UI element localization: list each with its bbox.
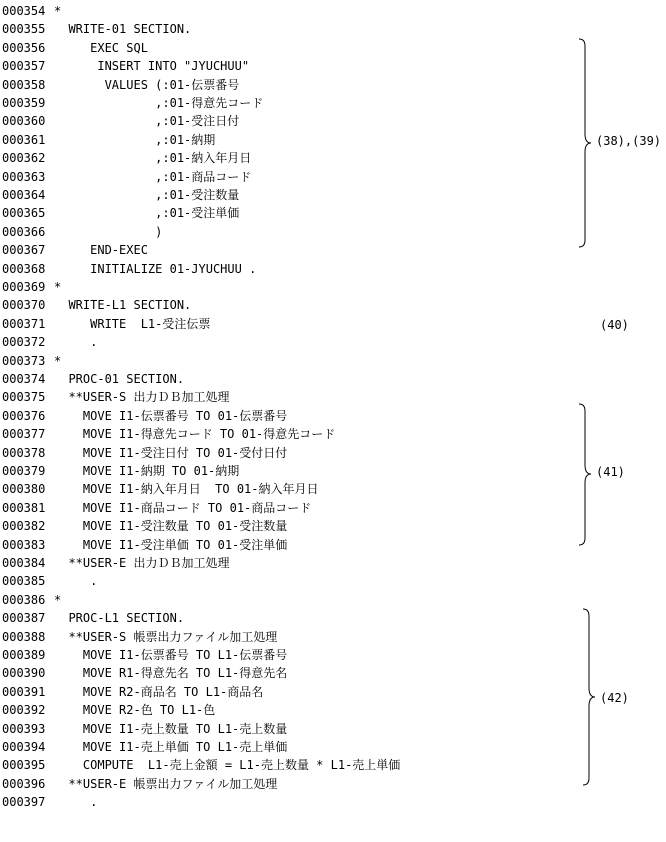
code-line [2,609,184,627]
line-text: . [54,574,98,589]
line-number: 000368 [2,261,46,276]
code-line [2,517,287,535]
line-text: MOVE R1-得意先名 TO L1-得意先名 [54,666,288,681]
code-line [2,168,251,186]
line-text: ,:01-受注単価 [54,206,240,221]
line-number: 000358 [2,77,46,92]
right-brace-icon [578,403,592,546]
line-text: MOVE I1-納入年月日 TO 01-納入年月日 [54,482,319,497]
line-text: MOVE I1-受注日付 TO 01-受付日付 [54,445,288,460]
line-text: ,:01-得意先コード [54,96,264,110]
right-brace-icon [578,38,592,248]
code-line [2,554,229,572]
code-line [2,738,287,756]
code-line [2,94,263,112]
line-number: 000396 [2,776,46,791]
code-line [2,480,319,498]
line-text: ,:01-商品コード [54,169,252,184]
line-text: MOVE I1-受注単価 TO 01-受注単価 [54,537,288,552]
line-number: 000362 [2,151,46,166]
line-text: ) [54,224,163,239]
line-number: 000382 [2,519,46,534]
code-line [2,591,61,609]
line-number: 000374 [2,372,46,386]
code-line [2,388,229,406]
line-number: 000370 [2,298,46,313]
line-text: EXEC SQL [54,40,148,55]
line-text: * [54,280,62,294]
line-number: 000390 [2,666,46,681]
code-line [2,352,61,370]
line-number: 000381 [2,500,46,515]
line-number: 000384 [2,556,46,570]
line-text: * [54,353,62,368]
code-line [2,20,191,38]
line-number: 000360 [2,114,46,129]
line-text: END-EXEC [54,243,148,258]
code-line [2,646,287,664]
code-line [2,793,97,811]
line-text: **USER-S 出力ＤＢ加工処理 [54,390,230,405]
annotation-label: (38),(39) [596,134,662,148]
code-line [2,333,97,351]
code-line [2,131,215,149]
line-text: MOVE I1-商品コード TO 01-商品コード [54,500,312,515]
line-text: PROC-L1 SECTION. [54,611,185,626]
code-line [2,296,191,314]
annotation-label: (42) [600,691,629,705]
line-text: **USER-E 出力ＤＢ加工処理 [54,556,230,570]
line-text: VALUES (:01-伝票番号 [54,77,240,92]
line-number: 000378 [2,445,46,460]
line-number: 000371 [2,316,46,331]
line-number: 000359 [2,96,46,110]
line-text: MOVE I1-納期 TO 01-納期 [54,464,240,478]
line-text: WRITE-L1 SECTION. [54,298,192,313]
code-line [2,536,287,554]
line-number: 000376 [2,408,46,423]
line-number: 000366 [2,224,46,239]
line-text: INITIALIZE 01-JYUCHUU . [54,261,257,276]
line-number: 000369 [2,280,46,294]
line-text: . [54,795,98,810]
line-number: 000380 [2,482,46,497]
line-text: ,:01-納入年月日 [54,151,252,166]
line-text: . [54,335,98,350]
line-number: 000387 [2,611,46,626]
line-text: PROC-01 SECTION. [54,372,185,386]
line-number: 000364 [2,188,46,202]
code-line [2,683,263,701]
code-line [2,628,277,646]
code-line [2,756,400,774]
line-number: 000394 [2,740,46,754]
line-number: 000361 [2,132,46,147]
line-number: 000391 [2,684,46,699]
line-text: MOVE I1-売上単価 TO L1-売上単価 [54,740,288,754]
code-line [2,720,287,738]
line-text: MOVE I1-伝票番号 TO 01-伝票番号 [54,408,288,423]
line-number: 000389 [2,648,46,662]
annotation-label: (40) [600,318,629,332]
line-number: 000354 [2,4,46,18]
line-text: ,:01-受注日付 [54,114,240,129]
code-line [2,76,239,94]
line-number: 000372 [2,335,46,350]
line-text: WRITE-01 SECTION. [54,22,192,37]
line-text: ,:01-受注数量 [54,188,240,202]
code-line [2,278,61,296]
line-text: MOVE I1-伝票番号 TO L1-伝票番号 [54,648,288,662]
line-number: 000367 [2,243,46,258]
code-line [2,499,311,517]
line-number: 000379 [2,464,46,478]
code-line [2,315,210,333]
code-line [2,425,335,443]
code-line [2,407,287,425]
line-text: MOVE I1-受注数量 TO 01-受注数量 [54,519,288,534]
line-number: 000383 [2,537,46,552]
code-line [2,241,148,259]
code-line [2,186,239,204]
line-text: **USER-E 帳票出力ファイル加工処理 [54,776,278,791]
line-number: 000388 [2,629,46,644]
code-line [2,701,215,719]
code-line [2,204,239,222]
line-number: 000355 [2,22,46,37]
line-text: WRITE L1-受注伝票 [54,316,211,331]
code-line [2,149,251,167]
code-line [2,57,249,75]
line-number: 000363 [2,169,46,184]
line-number: 000392 [2,703,46,718]
line-number: 000365 [2,206,46,221]
line-text: MOVE R2-商品名 TO L1-商品名 [54,684,264,699]
line-text: INSERT INTO "JYUCHUU" [54,59,250,74]
line-text: MOVE I1-得意先コード TO 01-得意先コード [54,427,336,442]
code-line [2,39,148,57]
code-line [2,370,184,388]
line-number: 000397 [2,795,46,810]
code-line [2,223,162,241]
annotation-label: (41) [596,465,625,479]
code-line [2,462,239,480]
line-number: 000386 [2,592,46,607]
code-line [2,112,239,130]
line-text: MOVE I1-売上数量 TO L1-売上数量 [54,721,288,736]
line-number: 000373 [2,353,46,368]
right-brace-icon [582,608,596,786]
code-line [2,444,287,462]
code-line [2,2,61,20]
code-line [2,664,287,682]
line-number: 000357 [2,59,46,74]
line-text: ,:01-納期 [54,132,216,147]
line-text: **USER-S 帳票出力ファイル加工処理 [54,629,278,644]
line-number: 000377 [2,427,46,442]
code-line [2,775,277,793]
line-number: 000385 [2,574,46,589]
code-line [2,572,97,590]
code-line [2,260,256,278]
line-text: COMPUTE L1-売上金額 = L1-売上数量 * L1-売上単価 [54,758,401,773]
line-number: 000356 [2,40,46,55]
line-text: MOVE R2-色 TO L1-色 [54,703,216,718]
line-number: 000395 [2,758,46,773]
line-number: 000375 [2,390,46,405]
line-text: * [54,4,62,18]
line-text: * [54,592,62,607]
line-number: 000393 [2,721,46,736]
